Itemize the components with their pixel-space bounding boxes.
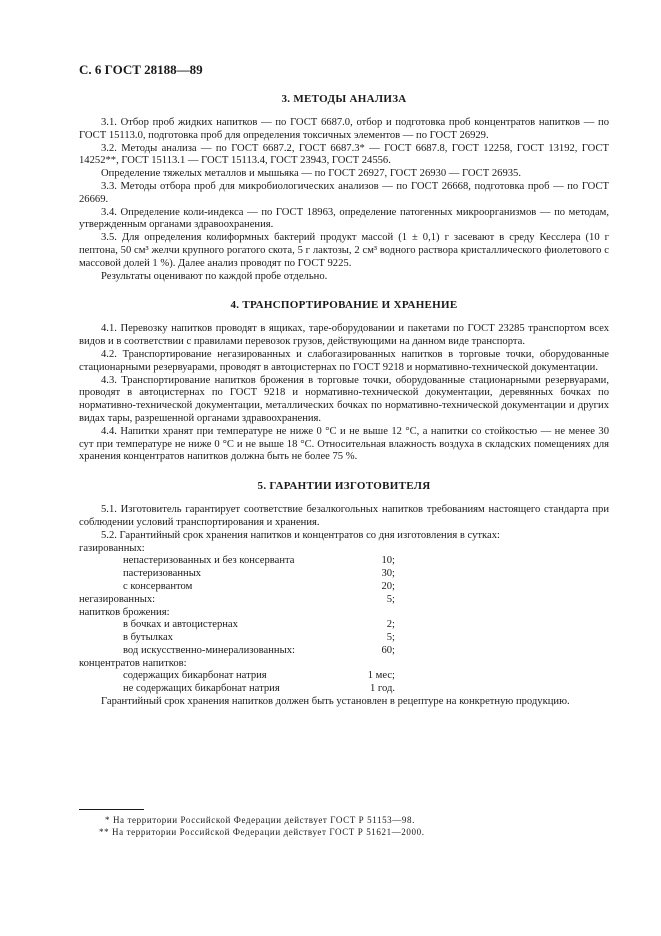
- section-title: 3. МЕТОДЫ АНАЛИЗА: [281, 93, 407, 105]
- paragraph: 5.1. Изготовитель гарантирует соответствие безалкогольных напитков требованиям настоящего стандарта при соблюдении условий транспортирования и хранения.: [79, 504, 609, 528]
- paragraph: 3.4. Определение коли-индекса — по ГОСТ 18963, определение патогенных микроорганизмов — по методам, утвержденным органами здравоохранения.: [79, 206, 609, 231]
- paragraph: 5.2. Гарантийный срок хранения напитков и концентратов со дня изготовления в сутках:: [101, 529, 500, 541]
- list-item: пастеризованных 30;: [123, 568, 395, 580]
- list-item: содержащих бикарбонат натрия 1 мес;: [123, 670, 395, 682]
- list-item: непастеризованных и без консерванта 10;: [123, 555, 395, 567]
- paragraph: 4.4. Напитки хранят при температуре не ниже 0 °С и не выше 12 °С, а напитки со стойкостью — не менее 30 сут при температуре не ниже 0 °С и не выше 18 °С. Относительная влажность воздуха в складских помещениях для хранения концентратов напитков должна быть не более 75 %.: [79, 425, 609, 463]
- footnote: * На территории Российской Федерации действует ГОСТ Р 51153—98.: [105, 815, 415, 825]
- list-item: газированных:: [79, 542, 145, 554]
- list-item: вод искусственно-минерализованных: 60;: [123, 644, 395, 656]
- paragraph: Результаты оценивают по каждой пробе отдельно.: [101, 270, 328, 282]
- list-item: с консервантом 20;: [123, 580, 395, 592]
- list-item: в бутылках 5;: [123, 632, 395, 644]
- paragraph: 4.3. Транспортирование напитков брожения в торговые точки, оборудованные стационарными резервуарами, проводят в автоцистернах по ГОСТ 9218 и нормативно-технической документации, деревянных бочках по нормативно-технической документации, металлических бочках по нормативно-технической документации и других видах тары, разрешенной органами здравоохранения.: [79, 374, 609, 424]
- paragraph: 3.5. Для определения колиформных бактерий продукт массой (1 ± 0,1) г засевают в среду Кесслера (10 г пептона, 50 см³ желчи крупного рогатого скота, 5 г лактозы, 2 см³ водного раствора кристаллического фиолетового с массовой долей 1 %). Далее анализ проводят по ГОСТ 9225.: [79, 232, 609, 269]
- list-item: негазированных: 5;: [79, 593, 395, 605]
- section-title: 4. ТРАНСПОРТИРОВАНИЕ И ХРАНЕНИЕ: [230, 299, 458, 312]
- page-header: С. 6 ГОСТ 28188—89: [79, 62, 203, 77]
- section-title: 5. ГАРАНТИИ ИЗГОТОВИТЕЛЯ: [257, 480, 431, 493]
- list-item: не содержащих бикарбонат натрия 1 год.: [123, 683, 395, 695]
- paragraph: Гарантийный срок хранения напитков должен быть установлен в рецептуре на конкретную продукцию.: [101, 696, 570, 708]
- list-item: в бочках и автоцистернах 2;: [123, 619, 395, 631]
- section-methods: [79, 93, 609, 283]
- paragraph: Определение тяжелых металлов и мышьяка — по ГОСТ 26927, ГОСТ 26930 — ГОСТ 26935.: [101, 168, 521, 180]
- paragraph: 3.2. Методы анализа — по ГОСТ 6687.2, ГОСТ 6687.3* — ГОСТ 6687.8, ГОСТ 12258, ГОСТ 13192, ГОСТ 14252**, ГОСТ 15113.1 — ГОСТ 15113.4, ГОСТ 23943, ГОСТ 24556.: [79, 142, 609, 167]
- section-warranty: [79, 480, 609, 709]
- footnotes: [79, 815, 609, 838]
- paragraph: 3.1. Отбор проб жидких напитков — по ГОСТ 6687.0, отбор и подготовка проб концентратов напитков — по ГОСТ 15113.0, подготовка проб для определения токсичных элементов — по ГОСТ 26929.: [79, 117, 609, 141]
- list-item: напитков брожения:: [79, 606, 170, 618]
- section-transport-storage: [79, 299, 609, 464]
- shelf-life-list: [79, 543, 395, 697]
- footnote-divider: [79, 809, 144, 810]
- footnote: ** На территории Российской Федерации действует ГОСТ Р 51621—2000.: [99, 826, 425, 837]
- list-item: концентратов напитков:: [79, 657, 187, 669]
- paragraph: 4.2. Транспортирование негазированных и слабогазированных напитков в торговые точки, оборудованные стационарными резервуарами, проводят в автоцистернах по ГОСТ 9218 и нормативно-технической документации.: [79, 348, 609, 373]
- paragraph: 3.3. Методы отбора проб для микробиологических анализов — по ГОСТ 26668, подготовка проб — по ГОСТ 26669.: [79, 180, 609, 205]
- page-content: [79, 93, 609, 725]
- paragraph: 4.1. Перевозку напитков проводят в ящиках, таре-оборудовании и пакетами по ГОСТ 23285 транспортом всех видов и в соответствии с правилами перевозок грузов, действующими на данном виде транспорта.: [79, 323, 609, 348]
